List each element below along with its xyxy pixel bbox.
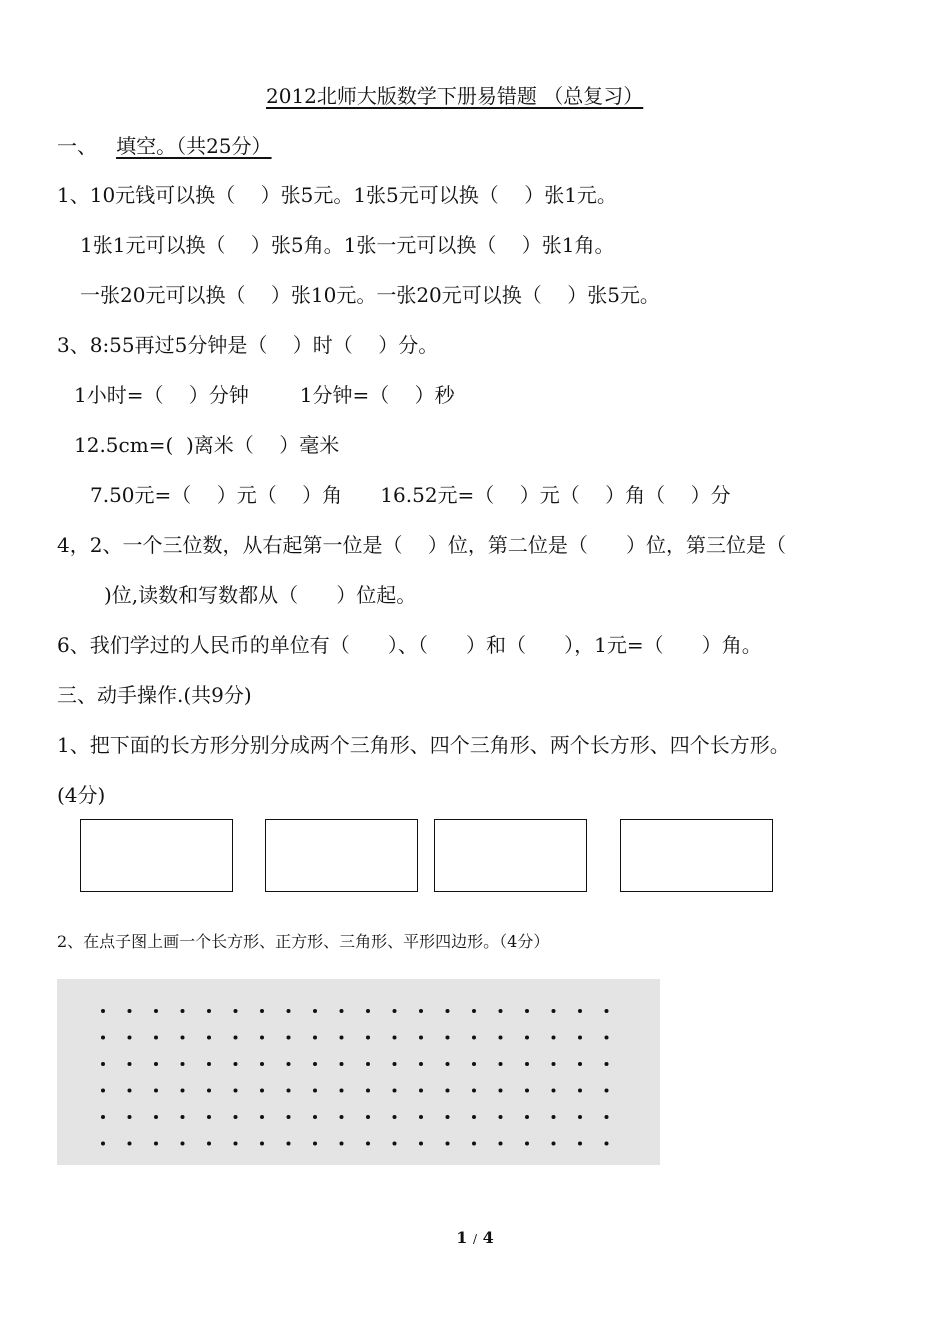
section-3-question-2: 2、在点子图上画一个长方形、正方形、三角形、平形四边形。（4分）: [57, 932, 550, 951]
grid-dot[interactable]: [446, 1036, 450, 1040]
grid-dot[interactable]: [525, 1142, 529, 1146]
grid-dot[interactable]: [446, 1009, 450, 1013]
grid-dot[interactable]: [234, 1009, 238, 1013]
page-separator: /: [472, 1232, 478, 1246]
grid-dot[interactable]: [181, 1089, 185, 1093]
grid-dot[interactable]: [207, 1089, 211, 1093]
grid-dot[interactable]: [605, 1009, 609, 1013]
question-4-line-1: 4，2、一个三位数，从右起第一位是（ ）位，第二位是（ ）位，第三位是（: [57, 533, 787, 557]
grid-dot[interactable]: [393, 1036, 397, 1040]
grid-dot[interactable]: [101, 1115, 105, 1119]
grid-dot[interactable]: [101, 1036, 105, 1040]
grid-dot[interactable]: [128, 1089, 132, 1093]
grid-dot[interactable]: [472, 1009, 476, 1013]
grid-dot[interactable]: [234, 1036, 238, 1040]
grid-dot[interactable]: [393, 1062, 397, 1066]
grid-dot[interactable]: [313, 1142, 317, 1146]
section-3-heading: 三、动手操作.(共9分): [57, 683, 252, 707]
grid-dot[interactable]: [154, 1089, 158, 1093]
grid-dot[interactable]: [366, 1089, 370, 1093]
grid-dot[interactable]: [393, 1142, 397, 1146]
grid-dot[interactable]: [605, 1115, 609, 1119]
grid-dot[interactable]: [366, 1142, 370, 1146]
grid-dot[interactable]: [578, 1142, 582, 1146]
grid-dot[interactable]: [313, 1089, 317, 1093]
grid-dot[interactable]: [101, 1089, 105, 1093]
rectangle-box-3[interactable]: [434, 819, 587, 892]
question-3-line-1: 3、8:55再过5分钟是（ ）时（ ）分。: [57, 333, 439, 357]
grid-dot[interactable]: [154, 1036, 158, 1040]
grid-dot[interactable]: [207, 1009, 211, 1013]
question-1-line-1: 1、10元钱可以换（ ）张5元。1张5元可以换（ ）张1元。: [57, 183, 617, 207]
grid-dot[interactable]: [605, 1036, 609, 1040]
grid-dot[interactable]: [578, 1089, 582, 1093]
page-total: 4: [482, 1228, 494, 1247]
grid-dot[interactable]: [207, 1142, 211, 1146]
section-3-question-1-score: (4分): [57, 783, 106, 807]
grid-dot[interactable]: [313, 1036, 317, 1040]
grid-dot[interactable]: [340, 1115, 344, 1119]
grid-dot[interactable]: [234, 1115, 238, 1119]
grid-dot[interactable]: [260, 1115, 264, 1119]
grid-dot[interactable]: [260, 1089, 264, 1093]
page-title: 2012北师大版数学下册易错题 （总复习）: [266, 84, 644, 108]
question-3-line-4: 7.50元=（ ）元（ ）角 16.52元=（ ）元（ ）角（ ）分: [90, 483, 731, 507]
grid-dot[interactable]: [128, 1009, 132, 1013]
grid-dot[interactable]: [419, 1009, 423, 1013]
question-1-line-3: 一张20元可以换（ ）张10元。一张20元可以换（ ）张5元。: [80, 283, 660, 307]
grid-dot[interactable]: [101, 1142, 105, 1146]
grid-dot[interactable]: [207, 1062, 211, 1066]
grid-dot[interactable]: [393, 1009, 397, 1013]
grid-dot[interactable]: [419, 1089, 423, 1093]
grid-dot[interactable]: [446, 1089, 450, 1093]
grid-dot[interactable]: [552, 1009, 556, 1013]
grid-dot[interactable]: [101, 1062, 105, 1066]
grid-dot[interactable]: [499, 1115, 503, 1119]
question-6-line: 6、我们学过的人民币的单位有（ ）、（ ）和（ ），1元=（ ）角。: [57, 633, 762, 657]
grid-dot[interactable]: [393, 1089, 397, 1093]
grid-dot[interactable]: [181, 1115, 185, 1119]
grid-dot[interactable]: [340, 1009, 344, 1013]
grid-dot[interactable]: [207, 1115, 211, 1119]
grid-dot[interactable]: [287, 1009, 291, 1013]
section-1-title: 填空。（共25分）: [116, 134, 272, 158]
page-number: [0, 1228, 950, 1247]
grid-dot[interactable]: [393, 1115, 397, 1119]
grid-dot[interactable]: [287, 1062, 291, 1066]
grid-dot[interactable]: [499, 1036, 503, 1040]
grid-dot[interactable]: [154, 1009, 158, 1013]
grid-dot[interactable]: [552, 1062, 556, 1066]
rectangle-box-2[interactable]: [265, 819, 418, 892]
grid-dot[interactable]: [154, 1115, 158, 1119]
grid-dot[interactable]: [287, 1036, 291, 1040]
grid-dot[interactable]: [578, 1009, 582, 1013]
grid-dot[interactable]: [181, 1062, 185, 1066]
grid-dot[interactable]: [499, 1142, 503, 1146]
grid-dot[interactable]: [260, 1062, 264, 1066]
grid-dot[interactable]: [446, 1115, 450, 1119]
grid-dot[interactable]: [578, 1115, 582, 1119]
grid-dot[interactable]: [340, 1142, 344, 1146]
grid-dot[interactable]: [552, 1142, 556, 1146]
grid-dot[interactable]: [472, 1115, 476, 1119]
grid-dot[interactable]: [181, 1142, 185, 1146]
grid-dot[interactable]: [605, 1142, 609, 1146]
grid-dot[interactable]: [525, 1089, 529, 1093]
section-1-number: 一、: [57, 134, 97, 158]
grid-dot[interactable]: [499, 1009, 503, 1013]
section-3-question-1: 1、把下面的长方形分别分成两个三角形、四个三角形、两个长方形、四个长方形。: [57, 733, 790, 757]
grid-dot[interactable]: [472, 1142, 476, 1146]
grid-dot[interactable]: [578, 1036, 582, 1040]
grid-dot[interactable]: [366, 1036, 370, 1040]
grid-dot[interactable]: [525, 1009, 529, 1013]
grid-dot[interactable]: [578, 1062, 582, 1066]
question-3-line-2: 1小时=（ ）分钟 1分钟=（ ）秒: [74, 383, 455, 407]
grid-dot[interactable]: [128, 1142, 132, 1146]
grid-dot[interactable]: [340, 1062, 344, 1066]
grid-dot[interactable]: [446, 1142, 450, 1146]
grid-dot[interactable]: [154, 1062, 158, 1066]
grid-dot[interactable]: [552, 1036, 556, 1040]
grid-dot[interactable]: [234, 1142, 238, 1146]
grid-dot[interactable]: [499, 1089, 503, 1093]
grid-dot[interactable]: [260, 1009, 264, 1013]
grid-dot[interactable]: [234, 1062, 238, 1066]
grid-dot[interactable]: [154, 1142, 158, 1146]
rectangle-box-4[interactable]: [620, 819, 773, 892]
grid-dot[interactable]: [552, 1089, 556, 1093]
question-3-line-3: 12.5cm=( )离米（ ）毫米: [74, 433, 340, 457]
grid-dot[interactable]: [181, 1036, 185, 1040]
grid-dot[interactable]: [419, 1036, 423, 1040]
grid-dot[interactable]: [128, 1036, 132, 1040]
section-1-heading: [57, 134, 272, 158]
grid-dot[interactable]: [313, 1009, 317, 1013]
grid-dot[interactable]: [419, 1142, 423, 1146]
grid-dot[interactable]: [260, 1142, 264, 1146]
grid-dot[interactable]: [128, 1062, 132, 1066]
grid-dot[interactable]: [472, 1089, 476, 1093]
grid-dot[interactable]: [181, 1009, 185, 1013]
grid-dot[interactable]: [260, 1036, 264, 1040]
grid-dot[interactable]: [472, 1036, 476, 1040]
grid-dot[interactable]: [287, 1142, 291, 1146]
grid-dot[interactable]: [472, 1062, 476, 1066]
grid-dot[interactable]: [525, 1036, 529, 1040]
grid-dot[interactable]: [552, 1115, 556, 1119]
grid-dot[interactable]: [313, 1062, 317, 1066]
question-1-line-2: 1张1元可以换（ ）张5角。1张一元可以换（ ）张1角。: [80, 233, 615, 257]
grid-dot[interactable]: [605, 1062, 609, 1066]
dot-grid-svg: [57, 979, 660, 1165]
grid-dot[interactable]: [234, 1089, 238, 1093]
grid-dot[interactable]: [340, 1089, 344, 1093]
grid-dot[interactable]: [605, 1089, 609, 1093]
grid-dot[interactable]: [287, 1115, 291, 1119]
grid-dot[interactable]: [446, 1062, 450, 1066]
grid-dot[interactable]: [525, 1115, 529, 1119]
dot-grid[interactable]: [57, 979, 660, 1165]
grid-dot[interactable]: [366, 1009, 370, 1013]
grid-dot[interactable]: [287, 1089, 291, 1093]
grid-dot[interactable]: [499, 1062, 503, 1066]
page-current: 1: [456, 1228, 468, 1247]
grid-dot[interactable]: [419, 1062, 423, 1066]
grid-dot[interactable]: [525, 1062, 529, 1066]
grid-dot[interactable]: [366, 1062, 370, 1066]
question-4-line-2: )位,读数和写数都从（ ）位起。: [104, 583, 417, 607]
grid-dot[interactable]: [340, 1036, 344, 1040]
grid-dot[interactable]: [313, 1115, 317, 1119]
grid-dot[interactable]: [207, 1036, 211, 1040]
grid-dot[interactable]: [128, 1115, 132, 1119]
grid-dot[interactable]: [419, 1115, 423, 1119]
grid-dot[interactable]: [101, 1009, 105, 1013]
rectangle-box-1[interactable]: [80, 819, 233, 892]
grid-dot[interactable]: [366, 1115, 370, 1119]
